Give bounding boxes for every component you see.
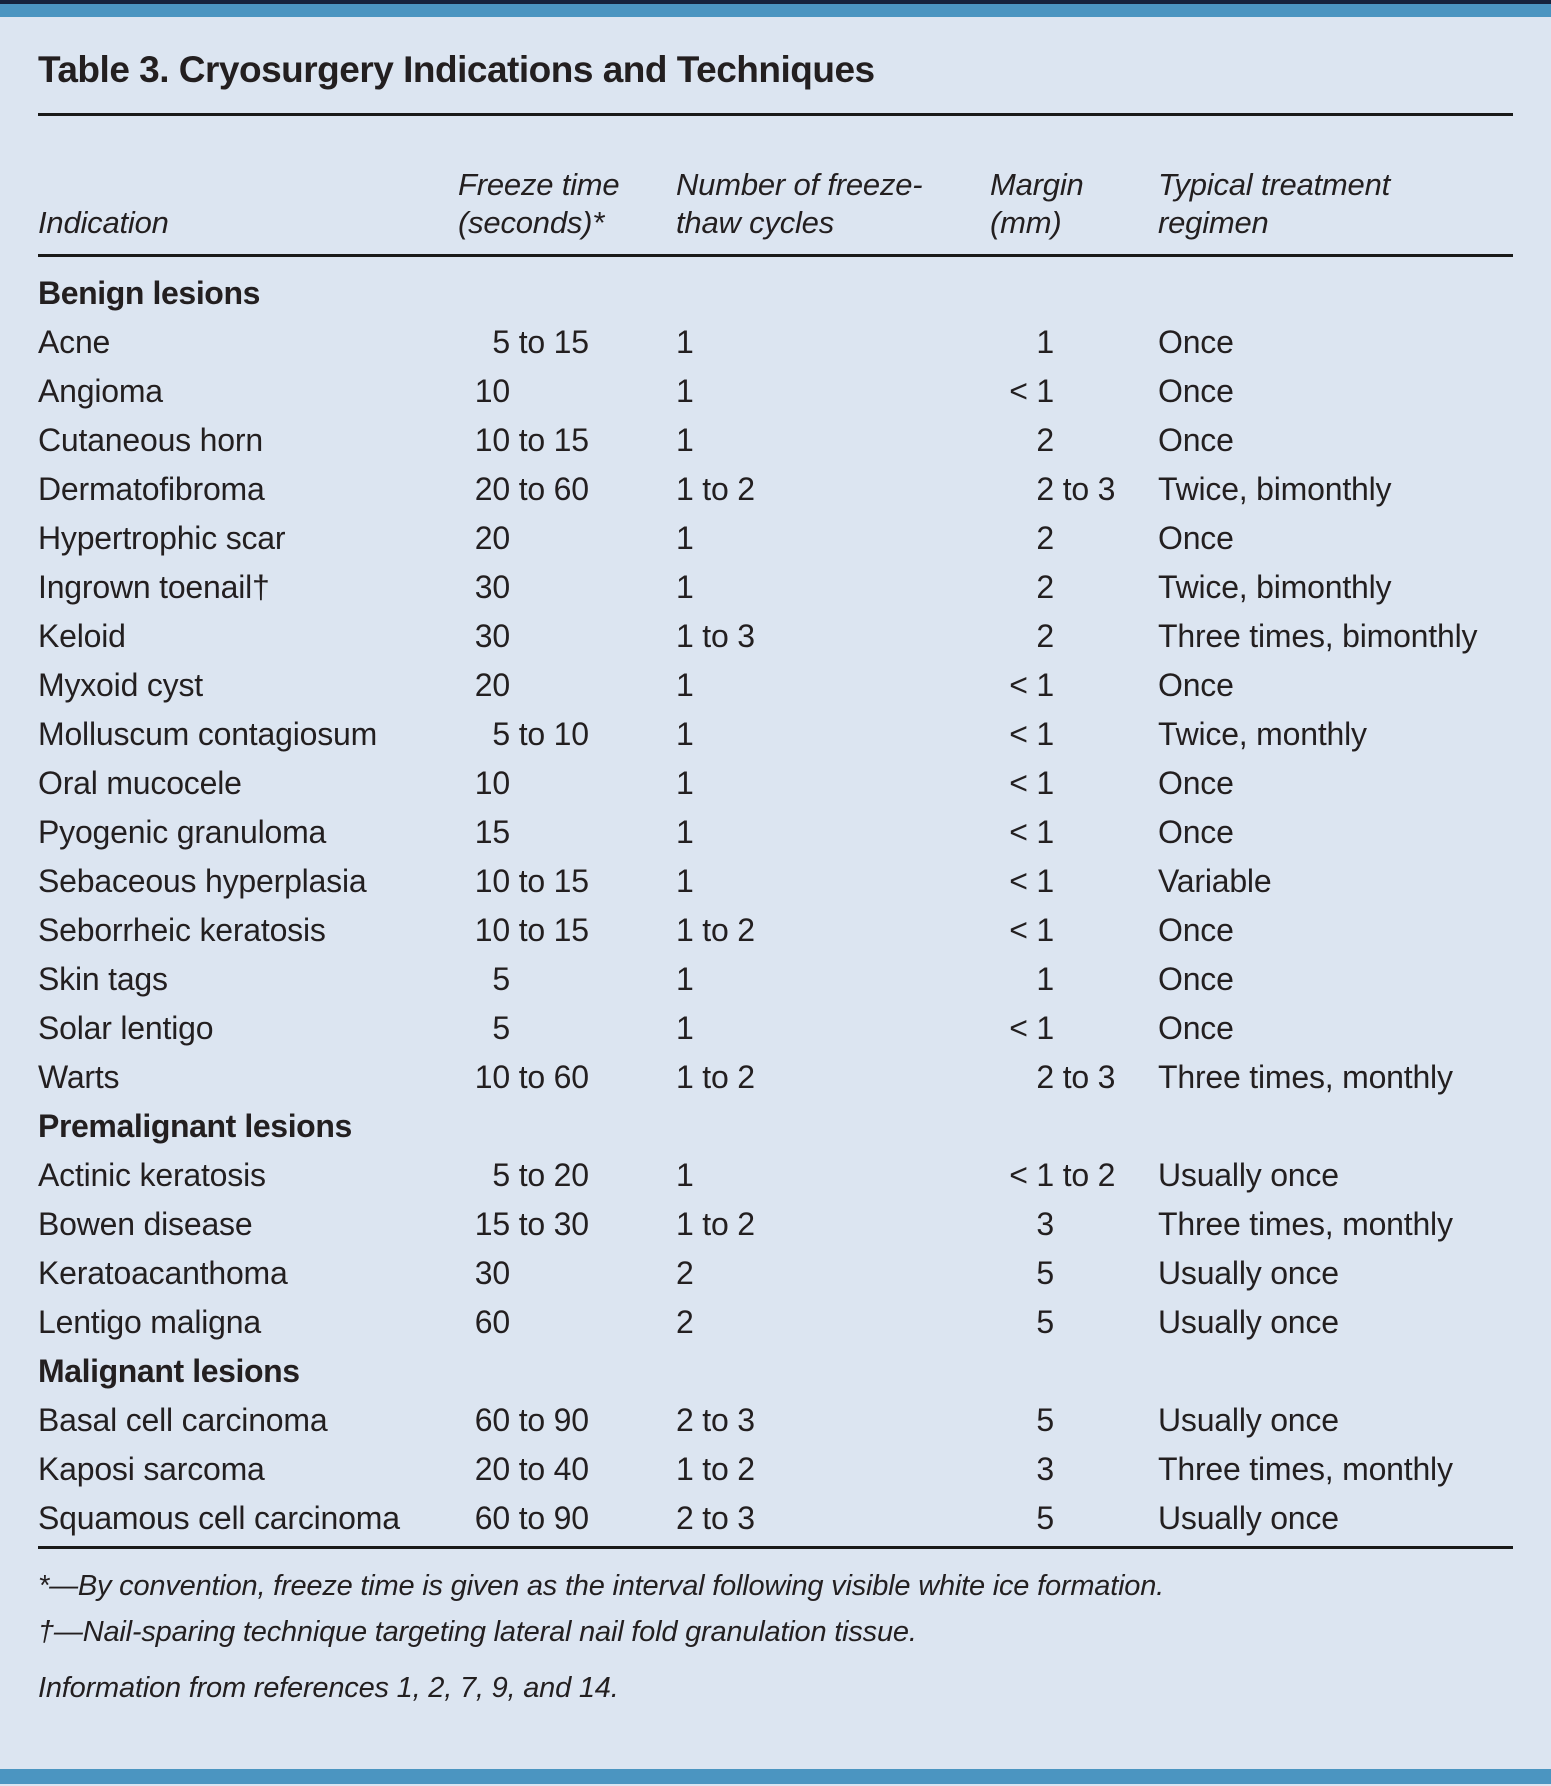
freeze-time-cell	[458, 661, 676, 710]
margin-cell-value: 5	[1036, 1304, 1054, 1340]
freeze-time-cell: 15 to 30	[458, 1200, 676, 1249]
freeze-time-cell-value: 15	[474, 814, 510, 850]
regimen-cell: Once	[1158, 814, 1234, 850]
freeze-time-cell: 5 to 15	[458, 318, 676, 367]
freeze-time-cell-value: 5	[492, 1010, 510, 1046]
cycles-cell: 1	[676, 814, 694, 850]
table-row	[38, 416, 1513, 465]
source-note: Information from references 1, 2, 7, 9, and 14.	[38, 1672, 619, 1704]
regimen-cell: Once	[1158, 912, 1234, 948]
freeze-time-cell-value: 5	[492, 961, 510, 997]
regimen-cell: Once	[1158, 961, 1234, 997]
header-margin	[990, 166, 1158, 242]
section-header-row	[38, 1347, 1513, 1396]
margin-cell	[990, 1298, 1158, 1347]
freeze-time-cell: 10 to 15	[458, 906, 676, 955]
cycles-cell: 1 to 2	[676, 471, 755, 507]
margin-cell	[990, 1494, 1158, 1543]
regimen-cell: Once	[1158, 1010, 1234, 1046]
margin-cell	[990, 612, 1158, 661]
margin-cell	[990, 857, 1158, 906]
freeze-time-cell: 60 to 90	[458, 1396, 676, 1445]
freeze-time-cell-value: 20	[474, 471, 510, 507]
cycles-cell: 1	[676, 863, 694, 899]
margin-cell	[990, 710, 1158, 759]
margin-cell-value: 2	[1036, 520, 1054, 556]
regimen-cell: Usually once	[1158, 1500, 1339, 1536]
cycles-cell: 2 to 3	[676, 1500, 755, 1536]
freeze-time-cell-value: 5	[492, 1157, 510, 1193]
header-line: (seconds)*	[458, 205, 605, 240]
freeze-time-cell-value: 20	[474, 520, 510, 556]
indication-cell: Lentigo maligna	[38, 1304, 261, 1340]
regimen-cell: Three times, bimonthly	[1158, 618, 1478, 654]
regimen-cell: Twice, bimonthly	[1158, 471, 1392, 507]
bottom-bar	[0, 1769, 1551, 1784]
freeze-time-cell-value: 15	[474, 1206, 510, 1242]
regimen-cell: Once	[1158, 324, 1234, 360]
cycles-cell: 1	[676, 569, 694, 605]
margin-cell	[990, 563, 1158, 612]
margin-cell-value: 1	[1036, 961, 1054, 997]
section-label: Premalignant lesions	[38, 1108, 352, 1144]
indication-cell: Hypertrophic scar	[38, 520, 286, 556]
freeze-time-cell-value: 60	[474, 1304, 510, 1340]
regimen-cell: Twice, bimonthly	[1158, 569, 1392, 605]
margin-cell: 2 to 3	[990, 1053, 1158, 1102]
indication-cell: Warts	[38, 1059, 120, 1095]
indication-cell: Bowen disease	[38, 1206, 253, 1242]
margin-cell	[990, 416, 1158, 465]
header-line: thaw cycles	[676, 205, 835, 240]
table-row	[38, 1004, 1513, 1053]
cycles-cell: 1	[676, 961, 694, 997]
cycles-cell: 1	[676, 716, 694, 752]
cycles-cell: 2	[676, 1304, 694, 1340]
cycles-cell: 2 to 3	[676, 1402, 755, 1438]
cycles-cell: 1	[676, 373, 694, 409]
margin-cell-value: < 1	[1009, 667, 1054, 703]
regimen-cell: Variable	[1158, 863, 1272, 899]
margin-cell: 2 to 3	[990, 465, 1158, 514]
margin-cell	[990, 1396, 1158, 1445]
table-row	[38, 906, 1513, 955]
indication-cell: Pyogenic granuloma	[38, 814, 327, 850]
table-row	[38, 465, 1513, 514]
regimen-cell: Once	[1158, 667, 1234, 703]
freeze-time-cell-value: 5	[492, 324, 510, 360]
margin-cell-value: 2	[1036, 569, 1054, 605]
margin-cell	[990, 1200, 1158, 1249]
margin-cell-value: < 1	[1009, 1157, 1054, 1193]
freeze-time-cell-value: 20	[474, 667, 510, 703]
freeze-time-cell	[458, 563, 676, 612]
table-title: Table 3. Cryosurgery Indications and Techniques	[38, 49, 875, 90]
cycles-cell: 1 to 3	[676, 618, 755, 654]
cycles-cell: 1 to 2	[676, 1206, 755, 1242]
margin-cell-value: < 1	[1009, 765, 1054, 801]
freeze-time-cell	[458, 1298, 676, 1347]
indication-cell: Dermatofibroma	[38, 471, 265, 507]
cycles-cell: 1 to 2	[676, 1059, 755, 1095]
freeze-time-cell-value: 20	[474, 1451, 510, 1487]
freeze-time-cell	[458, 514, 676, 563]
freeze-time-cell-value: 30	[474, 1255, 510, 1291]
header-line: Indication	[38, 205, 169, 240]
section-header-row	[38, 1102, 1513, 1151]
margin-cell-value: < 1	[1009, 716, 1054, 752]
footnote-freeze-time: *—By convention, freeze time is given as the interval following visible white ice formation.	[38, 1570, 1165, 1602]
table-row	[38, 612, 1513, 661]
cycles-cell: 1	[676, 1157, 694, 1193]
section-label: Benign lesions	[38, 275, 260, 311]
margin-cell	[990, 1004, 1158, 1053]
cycles-cell: 1	[676, 667, 694, 703]
indication-cell: Sebaceous hyperplasia	[38, 863, 367, 899]
table-row	[38, 857, 1513, 906]
margin-cell	[990, 318, 1158, 367]
table-row	[38, 1200, 1513, 1249]
regimen-cell: Usually once	[1158, 1255, 1339, 1291]
top-bar	[0, 4, 1551, 17]
cycles-cell: 1	[676, 324, 694, 360]
header-freeze-thaw-cycles	[676, 166, 990, 242]
header-freeze-time	[458, 166, 676, 242]
margin-cell	[990, 906, 1158, 955]
header-line: (mm)	[990, 205, 1062, 240]
regimen-cell: Usually once	[1158, 1157, 1339, 1193]
margin-cell	[990, 955, 1158, 1004]
freeze-time-cell: 10 to 15	[458, 857, 676, 906]
table-row	[38, 367, 1513, 416]
freeze-time-cell	[458, 367, 676, 416]
indication-cell: Skin tags	[38, 961, 168, 997]
margin-cell-value: < 1	[1009, 863, 1054, 899]
margin-cell	[990, 514, 1158, 563]
regimen-cell: Three times, monthly	[1158, 1451, 1453, 1487]
cycles-cell: 1	[676, 422, 694, 458]
indication-cell: Myxoid cyst	[38, 667, 203, 703]
table-row	[38, 1151, 1513, 1200]
freeze-time-cell: 5 to 10	[458, 710, 676, 759]
freeze-time-cell-value: 60	[474, 1402, 510, 1438]
section-label: Malignant lesions	[38, 1353, 300, 1389]
indication-cell: Molluscum contagiosum	[38, 716, 378, 752]
table-row	[38, 1298, 1513, 1347]
freeze-time-cell-value: 10	[474, 912, 510, 948]
freeze-time-cell: 60 to 90	[458, 1494, 676, 1543]
indication-cell: Keratoacanthoma	[38, 1255, 288, 1291]
table-row	[38, 318, 1513, 367]
regimen-cell: Once	[1158, 422, 1234, 458]
freeze-time-cell-value: 30	[474, 569, 510, 605]
column-header-row	[38, 116, 1513, 254]
freeze-time-cell-value: 60	[474, 1500, 510, 1536]
margin-cell	[990, 759, 1158, 808]
freeze-time-cell-value: 5	[492, 716, 510, 752]
regimen-cell: Usually once	[1158, 1304, 1339, 1340]
indication-cell: Actinic keratosis	[38, 1157, 266, 1193]
regimen-cell: Three times, monthly	[1158, 1206, 1453, 1242]
section-header-row	[38, 269, 1513, 318]
freeze-time-cell	[458, 1004, 676, 1053]
cycles-cell: 1	[676, 765, 694, 801]
regimen-cell: Once	[1158, 373, 1234, 409]
freeze-time-cell-value: 10	[474, 765, 510, 801]
indication-cell: Oral mucocele	[38, 765, 242, 801]
table-row	[38, 1053, 1513, 1102]
indication-cell: Cutaneous horn	[38, 422, 263, 458]
cycles-cell: 2	[676, 1255, 694, 1291]
table-row	[38, 710, 1513, 759]
freeze-time-cell: 10 to 60	[458, 1053, 676, 1102]
table-row	[38, 514, 1513, 563]
margin-cell	[990, 1445, 1158, 1494]
margin-cell-value: 2	[1036, 618, 1054, 654]
header-line: regimen	[1158, 205, 1269, 240]
table-body	[38, 257, 1513, 1543]
margin-cell-value: < 1	[1009, 1010, 1054, 1046]
cycles-cell: 1 to 2	[676, 1451, 755, 1487]
margin-cell-value: 3	[1036, 1206, 1054, 1242]
header-line: Freeze time	[458, 167, 620, 202]
margin-cell-value: 3	[1036, 1451, 1054, 1487]
indication-cell: Kaposi sarcoma	[38, 1451, 265, 1487]
freeze-time-cell: 20 to 40	[458, 1445, 676, 1494]
regimen-cell: Once	[1158, 520, 1234, 556]
freeze-time-cell-value: 10	[474, 863, 510, 899]
header-line: Margin	[990, 167, 1084, 202]
cycles-cell: 1	[676, 520, 694, 556]
regimen-cell: Three times, monthly	[1158, 1059, 1453, 1095]
margin-cell	[990, 808, 1158, 857]
margin-cell-value: 5	[1036, 1402, 1054, 1438]
cycles-cell: 1	[676, 1010, 694, 1046]
margin-cell-value: < 1	[1009, 373, 1054, 409]
margin-cell: < 1 to 2	[990, 1151, 1158, 1200]
table-row	[38, 563, 1513, 612]
freeze-time-cell	[458, 808, 676, 857]
freeze-time-cell	[458, 1249, 676, 1298]
margin-cell	[990, 367, 1158, 416]
freeze-time-cell-value: 30	[474, 618, 510, 654]
freeze-time-cell-value: 10	[474, 422, 510, 458]
table-row	[38, 759, 1513, 808]
indication-cell: Keloid	[38, 618, 126, 654]
margin-cell-value: 1	[1036, 324, 1054, 360]
freeze-time-cell: 20 to 60	[458, 465, 676, 514]
margin-cell-value: 2	[1036, 422, 1054, 458]
margin-cell-value: 2	[1036, 1059, 1054, 1095]
cycles-cell: 1 to 2	[676, 912, 755, 948]
indication-cell: Ingrown toenail†	[38, 569, 270, 605]
indication-cell: Acne	[38, 324, 111, 360]
margin-cell	[990, 1249, 1158, 1298]
footnote-nail-sparing: †—Nail-sparing technique targeting lateral nail fold granulation tissue.	[38, 1616, 917, 1648]
margin-cell-value: 2	[1036, 471, 1054, 507]
table-row	[38, 661, 1513, 710]
margin-cell-value: < 1	[1009, 814, 1054, 850]
table-row	[38, 1445, 1513, 1494]
header-treatment-regimen	[1158, 166, 1513, 242]
margin-cell-value: 5	[1036, 1500, 1054, 1536]
table-row	[38, 1494, 1513, 1543]
margin-cell-value: < 1	[1009, 912, 1054, 948]
header-line: Typical treatment	[1158, 167, 1391, 202]
indication-cell: Basal cell carcinoma	[38, 1402, 328, 1438]
table-row	[38, 1249, 1513, 1298]
table-row	[38, 1396, 1513, 1445]
table-content	[0, 17, 1551, 1711]
freeze-time-cell: 5 to 20	[458, 1151, 676, 1200]
freeze-time-cell	[458, 759, 676, 808]
margin-cell-value: 5	[1036, 1255, 1054, 1291]
freeze-time-cell-value: 10	[474, 1059, 510, 1095]
indication-cell: Solar lentigo	[38, 1010, 214, 1046]
indication-cell: Squamous cell carcinoma	[38, 1500, 400, 1536]
table-row	[38, 955, 1513, 1004]
freeze-time-cell	[458, 612, 676, 661]
freeze-time-cell-value: 10	[474, 373, 510, 409]
freeze-time-cell: 10 to 15	[458, 416, 676, 465]
table-row	[38, 808, 1513, 857]
freeze-time-cell	[458, 955, 676, 1004]
margin-cell	[990, 661, 1158, 710]
header-indication	[38, 204, 458, 242]
footnotes	[38, 1549, 1513, 1711]
regimen-cell: Twice, monthly	[1158, 716, 1367, 752]
header-line: Number of freeze-	[676, 167, 923, 202]
regimen-cell: Usually once	[1158, 1402, 1339, 1438]
regimen-cell: Once	[1158, 765, 1234, 801]
indication-cell: Angioma	[38, 373, 163, 409]
indication-cell: Seborrheic keratosis	[38, 912, 326, 948]
